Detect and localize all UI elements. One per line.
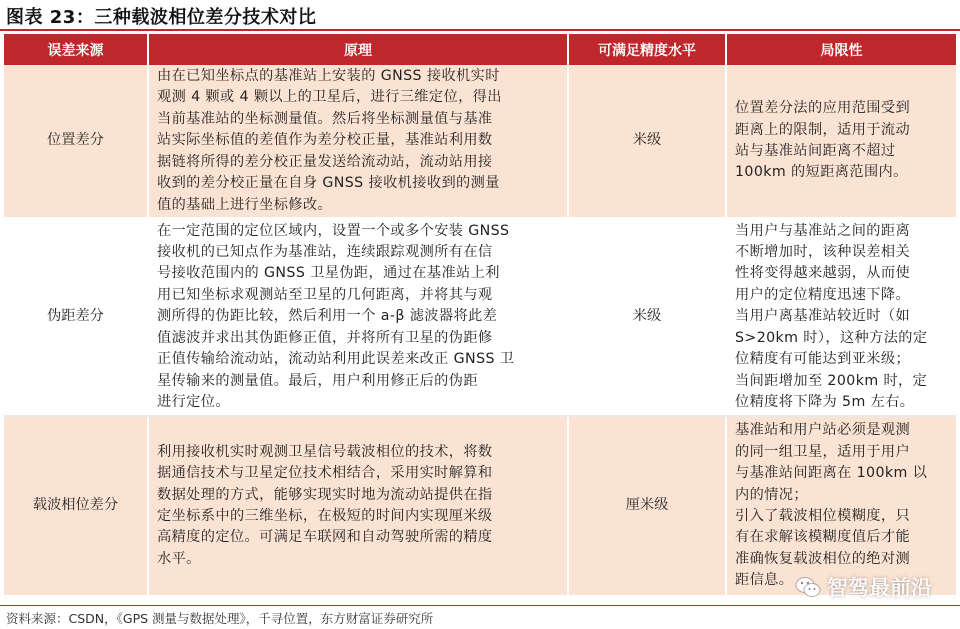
text-line: 用已知坐标求观测站至卫星的几何距离，并将其与观 (157, 286, 493, 303)
watermark-text: 智驾最前沿 (827, 576, 932, 600)
row-name: 载波相位差分 (4, 416, 148, 595)
text-line: 据链将所得的差分校正量发送给流动站，流动站用接 (157, 153, 493, 170)
text-line: 距信息。 (735, 572, 794, 589)
row-accuracy-level: 米级 (568, 65, 726, 218)
text-line: 定坐标系中的三维坐标，在极短的时间内实现厘米级 (157, 508, 493, 524)
table-row (4, 65, 956, 218)
row-principle (148, 65, 568, 218)
table-header-row (4, 34, 956, 65)
figure-title: 图表 23：三种载波相位差分技术对比 (6, 7, 317, 28)
text-line: 星传输来的测量值。最后，用户利用修正后的伪距 (157, 372, 478, 389)
row-limitations (726, 416, 956, 595)
text-line: 由在已知坐标点的基准站上安装的 GNSS 接收机实时 (157, 68, 500, 85)
text-line: 100km 的短距离范围内。 (735, 164, 908, 181)
watermark (795, 572, 932, 602)
text-line: 观测 4 颗或 4 颗以上的卫星后，进行三维定位，得出 (157, 89, 502, 106)
row-principle (148, 416, 568, 595)
header-error-source: 误差来源 (4, 34, 148, 65)
text-line: 基准站和用户站必须是观测 (735, 422, 911, 439)
text-line: 内的情况； (735, 486, 808, 503)
text-line: 位精度有可能达到亚米级； (735, 351, 911, 368)
text-line: 数据处理的方式，能够实现实时地为流动站提供在指 (157, 486, 493, 503)
text-line: 站实际坐标值的差值作为差分校正量，基准站利用数 (157, 132, 493, 149)
text-line: 的同一组卫星，适用于用户 (735, 443, 911, 460)
text-line: 当用户离基准站较近时（如 (735, 308, 911, 325)
row-principle (148, 218, 568, 416)
row-limitations (726, 218, 956, 416)
text-line: 据通信技术与卫星定位技术相结合，采用实时解算和 (157, 465, 493, 482)
text-line: 在一定范围的定位区域内，设置一个或多个安装 GNSS (157, 222, 510, 239)
table-row (4, 218, 956, 416)
text-line: 值滤波并求出其伪距修正值，并将所有卫星的伪距修 (157, 329, 493, 346)
comparison-table (4, 34, 956, 595)
text-line: 性将变得越来越弱，从而使 (735, 265, 911, 282)
text-line: 有在求解该模糊度值后才能 (735, 529, 911, 546)
wechat-icon (795, 576, 821, 598)
row-name: 位置差分 (4, 65, 148, 218)
text-line: S>20km 时），这种方法的定 (735, 329, 928, 346)
text-line: 用户的定位精度迅速下降。 (735, 286, 911, 303)
table-row (4, 416, 956, 595)
text-line: 不断增加时，该种误差相关 (735, 244, 911, 261)
text-line: 引入了载波相位模糊度，只 (735, 508, 911, 524)
text-line: 测所得的伪距比较，然后利用一个 a-β 滤波器将此差 (157, 308, 498, 325)
text-line: 收到的差分校正量在自身 GNSS 接收机接收到的测量 (157, 175, 500, 192)
text-line: 距离上的限制，适用于流动 (735, 121, 911, 138)
row-name: 伪距差分 (4, 218, 148, 416)
text-line: 号接收范围内的 GNSS 卫星伪距，通过在基准站上利 (157, 265, 500, 282)
source-divider (0, 605, 960, 606)
text-line: 高精度的定位。可满足车联网和自动驾驶所需的精度 (157, 529, 493, 546)
header-accuracy-level: 可满足精度水平 (568, 34, 726, 65)
header-limitations: 局限性 (726, 34, 956, 65)
text-line: 利用接收机实时观测卫星信号载波相位的技术，将数 (157, 443, 493, 460)
row-accuracy-level: 米级 (568, 218, 726, 416)
text-line: 进行定位。 (157, 393, 230, 410)
title-divider (0, 29, 960, 31)
header-principle: 原理 (148, 34, 568, 65)
text-line: 准确恢复载波相位的绝对测 (735, 550, 911, 567)
text-line: 接收机的已知点作为基准站，连续跟踪观测所有在信 (157, 244, 493, 261)
text-line: 位精度将下降为 5m 左右。 (735, 393, 915, 410)
text-line: 当用户与基准站之间的距离 (735, 222, 911, 239)
text-line: 正值传输给流动站，流动站利用此误差来改正 GNSS 卫 (157, 351, 515, 368)
source-note: 资料来源：CSDN，《GPS 测量与数据处理》，千寻位置，东方财富证券研究所 (6, 611, 434, 626)
row-limitations (726, 65, 956, 218)
text-line: 当前基准站的坐标测量值。然后将坐标测量值与基准 (157, 110, 493, 127)
text-line: 与基准站间距离在 100km 以 (735, 465, 928, 482)
text-line: 当间距增加至 200km 时，定 (735, 372, 928, 389)
text-line: 水平。 (157, 550, 201, 567)
text-line: 位置差分法的应用范围受到 (735, 100, 911, 117)
text-line: 值的基础上进行坐标修改。 (157, 196, 333, 213)
text-line: 站与基准站间距离不超过 (735, 143, 896, 159)
row-accuracy-level: 厘米级 (568, 416, 726, 595)
